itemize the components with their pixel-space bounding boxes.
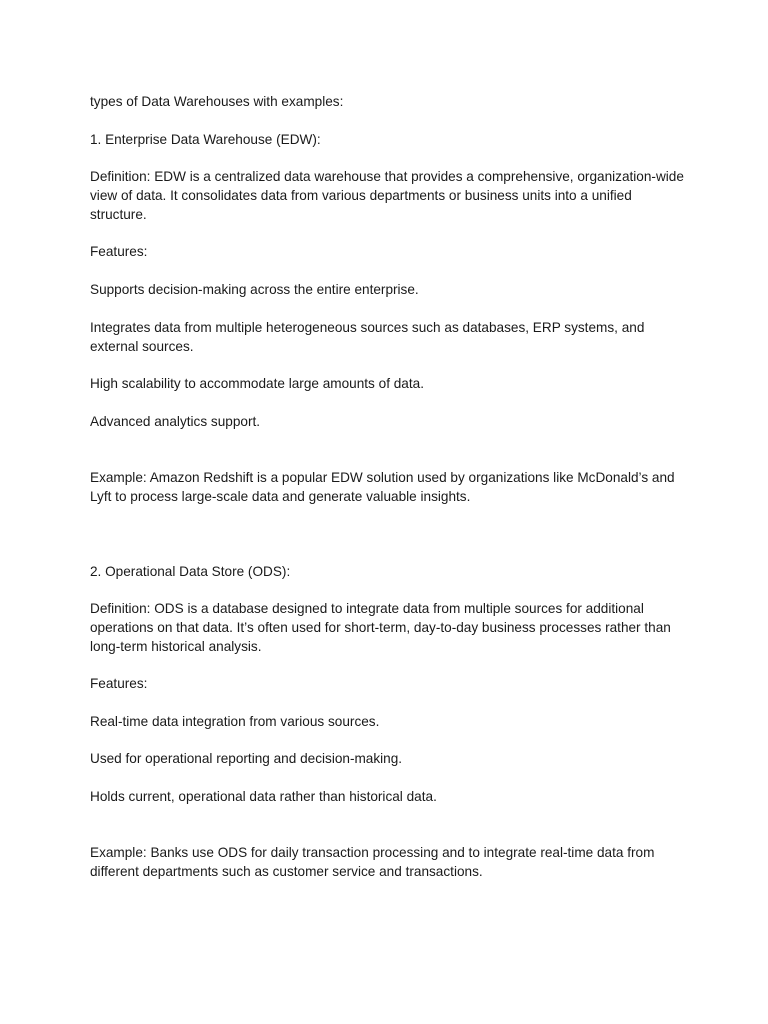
ods-example: Example: Banks use ODS for daily transaction processing and to integrate real-time data from different departments such as customer service and transactions.: [90, 845, 655, 879]
edw-feature-item: Supports decision-making across the entire enterprise.: [90, 282, 419, 297]
edw-definition: Definition: EDW is a centralized data warehouse that provides a comprehensive, organization-wide view of data. It consolidates data from various departments or business units into a unified structure.: [90, 169, 684, 222]
ods-feature-item: Real-time data integration from various sources.: [90, 714, 380, 729]
edw-feature-item: High scalability to accommodate large amounts of data.: [90, 376, 424, 391]
ods-feature-item: Holds current, operational data rather than historical data.: [90, 789, 437, 804]
edw-feature-item: Integrates data from multiple heterogeneous sources such as databases, ERP systems, and external sources.: [90, 320, 645, 354]
ods-definition: Definition: ODS is a database designed to integrate data from multiple sources for additional operations on that data. It’s often used for short-term, day-to-day business processes rather than long-term historical analysis.: [90, 601, 671, 654]
edw-example: Example: Amazon Redshift is a popular EDW solution used by organizations like McDonald’s and Lyft to process large-scale data and generate valuable insights.: [90, 470, 675, 504]
section-heading-edw: 1. Enterprise Data Warehouse (EDW):: [90, 132, 321, 147]
edw-features-label: Features:: [90, 244, 148, 259]
ods-feature-item: Used for operational reporting and decision-making.: [90, 751, 403, 766]
edw-feature-item: Advanced analytics support.: [90, 414, 261, 429]
section-heading-ods: 2. Operational Data Store (ODS):: [90, 564, 291, 579]
document-intro: types of Data Warehouses with examples:: [90, 94, 344, 109]
ods-features-label: Features:: [90, 676, 148, 691]
